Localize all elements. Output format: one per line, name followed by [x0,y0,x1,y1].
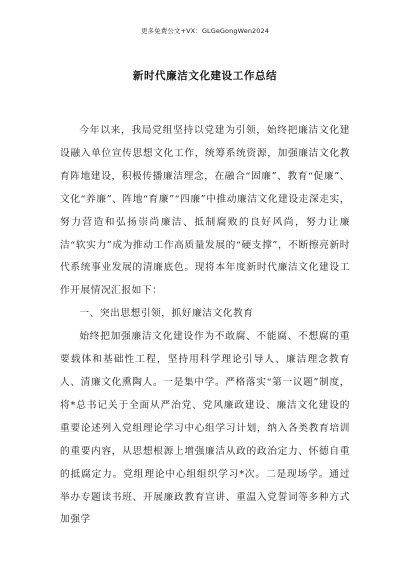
header-note: 更多免费公文+VX：GLGeGongWen2024 [140,27,269,35]
document-title: 新时代廉洁文化建设工作总结 [132,70,278,82]
section-heading: 一、突出思想引领，抓好廉洁文化教育 [79,308,254,320]
section-paragraph: 始终把加强廉洁文化建设作为不敢腐、不能腐、不想腐的重要载体和基础性工程，坚持用科学理论引导人、廉洁理念教育人、清廉文化熏陶人。一是集中学。严格落实“第一议题”制度，将*总书记关于全面从严治党、党风廉政建设、廉洁文化建设的重要论述列入党组理论学习中心组学习计划，纳入各类教育培训的重要内容，从思想根源上增强廉洁从政的政治定力、怀德自重的抵腐定力。党组理论中心组组织学习*次。二是现场学。通过举办专题读书班、开展廉政教育宣讲、重温入党誓词等多种方式加强学 [60,331,350,526]
document-body [60,120,350,532]
intro-paragraph: 今年以来，我局党组坚持以党建为引领，始终把廉洁文化建设融入单位宣传思想文化工作，统筹系统资源，加强廉洁文化教育阵地建设，积极传播廉洁理念，在融合“固廉”、教育“促廉”、文化“养廉”、阵地“育廉”“四廉”中推动廉洁文化建设走深走实，努力营造和弘扬崇尚廉洁、抵制腐败的良好风尚，努力让廉洁“软实力”成为推动工作高质量发展的“硬支撑”，不断擦亮新时代系统事业发展的清廉底色。现将本年度新时代廉洁文化建设工作开展情况汇报如下： [60,125,350,297]
